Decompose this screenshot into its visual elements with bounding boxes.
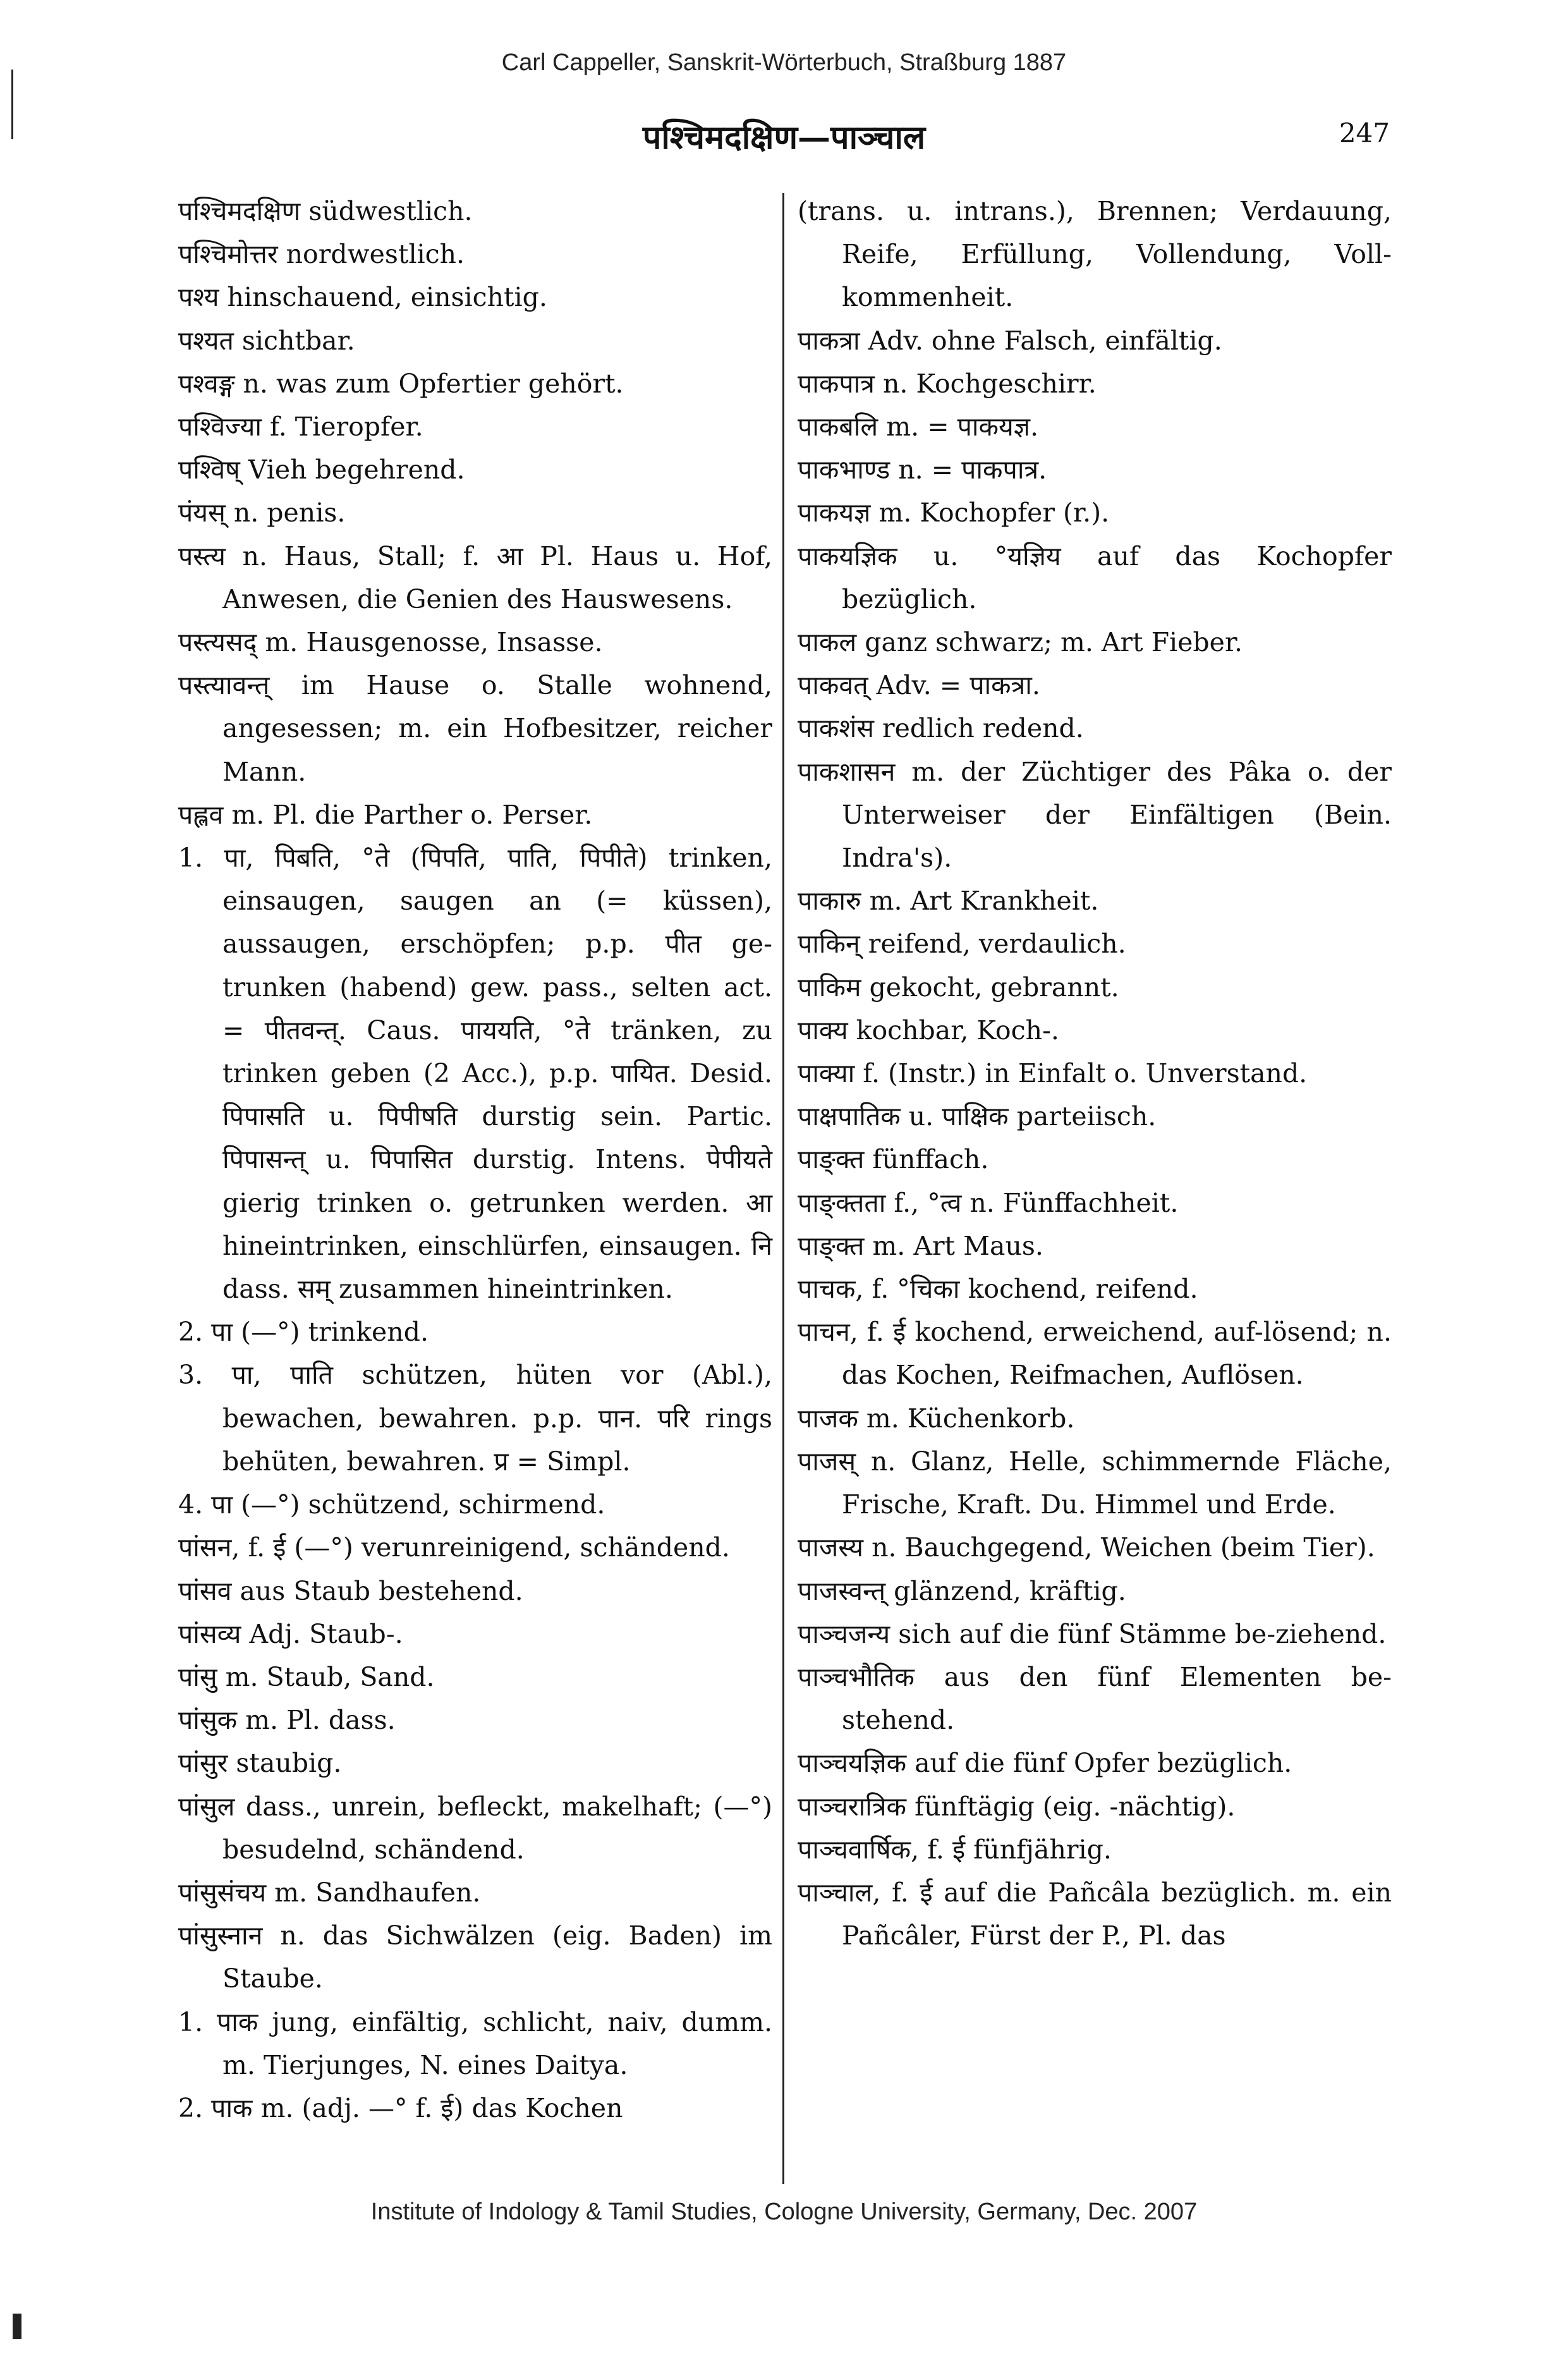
dictionary-entry: 1. पाक jung, einfältig, schlicht, naiv, dumm. m. Tierjunges, N. eines Daitya. [178, 2006, 772, 2080]
page-title: पश्चिमदक्षिण—पाञ्चाल [642, 118, 926, 157]
dictionary-entry: पाकशंस redlich redend. [798, 713, 1084, 744]
dictionary-entry: पाकिम gekocht, gebrannt. [798, 972, 1119, 1003]
dictionary-entry: पाजस्य n. Bauchgegend, Weichen (beim Tier). [798, 1532, 1375, 1563]
dictionary-entry: पश्य hinschauend, einsichtig. [178, 282, 547, 313]
scan-margin-mark [11, 70, 13, 139]
dictionary-entry: 3. पा, पाति schützen, hüten vor (Abl.), bewachen, bewahren. p.p. पान. परि rings behüten, bewahren. प्र = Simpl. [178, 1360, 772, 1477]
page-footer: Institute of Indology & Tamil Studies, Cologne University, Germany, Dec. 2007 [370, 2199, 1198, 2225]
dictionary-entry: पश्विज्या f. Tieropfer. [178, 412, 423, 442]
dictionary-entry: पाञ्चाल, f. ई auf die Pañcâla bezüglich. m. ein Pañcâler, Fürst der P., Pl. das [798, 1877, 1392, 1951]
dictionary-entry: पाकल ganz schwarz; m. Art Fieber. [798, 627, 1243, 658]
page-number: 247 [1339, 118, 1390, 149]
dictionary-entry: पाकशासन m. der Züchtiger des Pâka o. der Unterweiser der Einfältigen (Bein. Indra's). [798, 756, 1392, 874]
dictionary-entry: पाचन, f. ई kochend, erweichend, auf-lösend; n. das Kochen, Reifmachen, Auflösen. [798, 1317, 1392, 1391]
dictionary-entry: पश्चिमदक्षिण südwestlich. [178, 196, 473, 226]
dictionary-entry: पस्त्यसद् m. Hausgenosse, Insasse. [178, 627, 603, 658]
dictionary-entry: पाकवत् Adv. = पाकत्रा. [798, 670, 1040, 701]
dictionary-entry: पश्विष् Vieh begehrend. [178, 455, 465, 485]
dictionary-entry: पश्यत sichtbar. [178, 325, 355, 356]
dictionary-entry: पस्त्य n. Haus, Stall; f. आ Pl. Haus u. Hof, Anwesen, die Genien des Hauswesens. [178, 540, 772, 614]
dictionary-entry: पाकयज्ञ m. Kochopfer (r.). [798, 497, 1110, 528]
dictionary-entry: पाकारु m. Art Krankheit. [798, 886, 1099, 917]
dictionary-entry: पाञ्चयज्ञिक auf die fünf Opfer bezüglich. [798, 1748, 1292, 1779]
dictionary-entry: पाकपात्र n. Kochgeschirr. [798, 368, 1097, 399]
dictionary-entry: पंयस् n. penis. [178, 497, 346, 528]
dictionary-entry: पाङ्क्तता f., °त्व n. Fünffachheit. [798, 1187, 1179, 1218]
dictionary-entry: पांसुर staubig. [178, 1748, 342, 1779]
dictionary-entry: पाङ्क्त m. Art Maus. [798, 1230, 1043, 1261]
dictionary-entry: पांसव aus Staub bestehend. [178, 1575, 523, 1606]
left-column [178, 190, 772, 2130]
dictionary-entry: पाचक, f. °चिका kochend, reifend. [798, 1274, 1198, 1305]
dictionary-entry: 2. पाक m. (adj. —° f. ई) das Kochen [178, 2092, 623, 2123]
column-divider [782, 193, 784, 2184]
dictionary-entry: पश्चिमोत्तर nordwestlich. [178, 239, 465, 270]
dictionary-entry: पश्वङ्ग n. was zum Opfertier gehört. [178, 368, 624, 399]
dictionary-entry: पाकत्रा Adv. ohne Falsch, einfältig. [798, 325, 1222, 356]
dictionary-entry: पांसव्य Adj. Staub-. [178, 1618, 403, 1649]
dictionary-entry: 2. पा (—°) trinkend. [178, 1317, 429, 1348]
page-header-citation: Carl Cappeller, Sanskrit-Wörterbuch, Straßburg 1887 [501, 49, 1067, 76]
dictionary-entry: 4. पा (—°) schützend, schirmend. [178, 1489, 605, 1520]
dictionary-entry: पाक्षपातिक u. पाक्षिक parteiisch. [798, 1101, 1157, 1132]
dictionary-entry: पाजक m. Küchenkorb. [798, 1403, 1075, 1434]
dictionary-entry: (trans. u. intrans.), Brennen; Verdauung, Reife, Erfüllung, Vollendung, Voll-kommenheit. [798, 196, 1392, 313]
dictionary-entry: पाकबलि m. = पाकयज्ञ. [798, 412, 1039, 442]
dictionary-entry: पाक्या f. (Instr.) in Einfalt o. Unverstand. [798, 1058, 1308, 1089]
dictionary-entry: पाञ्चरात्रिक fünftägig (eig. -nächtig). [798, 1791, 1236, 1822]
dictionary-entry: पांसुल dass., unrein, befleckt, makelhaft; (—°) besudelnd, schändend. [178, 1791, 772, 1865]
dictionary-entry: पस्त्यावन्त् im Hause o. Stalle wohnend, angesessen; m. ein Hofbesitzer, reicher Mann. [178, 670, 772, 787]
dictionary-entry: पाङ्क्त fünffach. [798, 1144, 989, 1175]
dictionary-entry: पाञ्चभौतिक aus den fünf Elementen be-stehend. [798, 1661, 1392, 1736]
dictionary-entry: पांसुसंचय m. Sandhaufen. [178, 1877, 481, 1908]
dictionary-entry: पांसुक m. Pl. dass. [178, 1705, 396, 1736]
dictionary-entry: पांसु m. Staub, Sand. [178, 1661, 435, 1692]
dictionary-entry: पांसन, f. ई (—°) verunreinigend, schändend. [178, 1532, 730, 1563]
dictionary-entry: 1. पा, पिबति, °ते (पिपति, पाति, पिपीते) trinken, einsaugen, saugen an (= küssen), aussaugen, erschöpfen; p.p. पीत ge-trunken (habend) gew. pass., selten act. = पीतवन्त्. Caus. पाययति, °ते tränken, zu trinken geben (2 Acc.), p.p. पायित. Desid. पिपासति u. पिपीषति durstig sein. Partic. पिपासन्त् u. पिपासित durstig. Intens. पेपीयते gierig trinken o. getrunken werden. आ hineintrinken, einschlürfen, einsaugen. नि dass. सम् zusammen hineintrinken. [178, 843, 772, 1305]
dictionary-entry: पाक्य kochbar, Koch-. [798, 1015, 1059, 1046]
dictionary-entry: पाकभाण्ड n. = पाकपात्र. [798, 455, 1047, 485]
dictionary-entry: पाञ्चवार्षिक, f. ई fünfjährig. [798, 1834, 1112, 1865]
dictionary-entry: पाजस् n. Glanz, Helle, schimmernde Fläche, Frische, Kraft. Du. Himmel und Erde. [798, 1446, 1392, 1520]
dictionary-entry: पाकिन् reifend, verdaulich. [798, 929, 1126, 960]
dictionary-entry: पांसुस्नान n. das Sichwälzen (eig. Baden) im Staube. [178, 1920, 772, 1994]
dictionary-entry: पाञ्चजन्य sich auf die fünf Stämme be-ziehend. [798, 1618, 1387, 1649]
right-column [798, 190, 1392, 1957]
dictionary-entry: पाजस्वन्त् glänzend, kräftig. [798, 1575, 1126, 1606]
scan-margin-mark [13, 2314, 21, 2339]
dictionary-entry: पह्लव m. Pl. die Parther o. Perser. [178, 799, 593, 830]
dictionary-entry: पाकयज्ञिक u. °यज्ञिय auf das Kochopfer bezüglich. [798, 540, 1392, 614]
